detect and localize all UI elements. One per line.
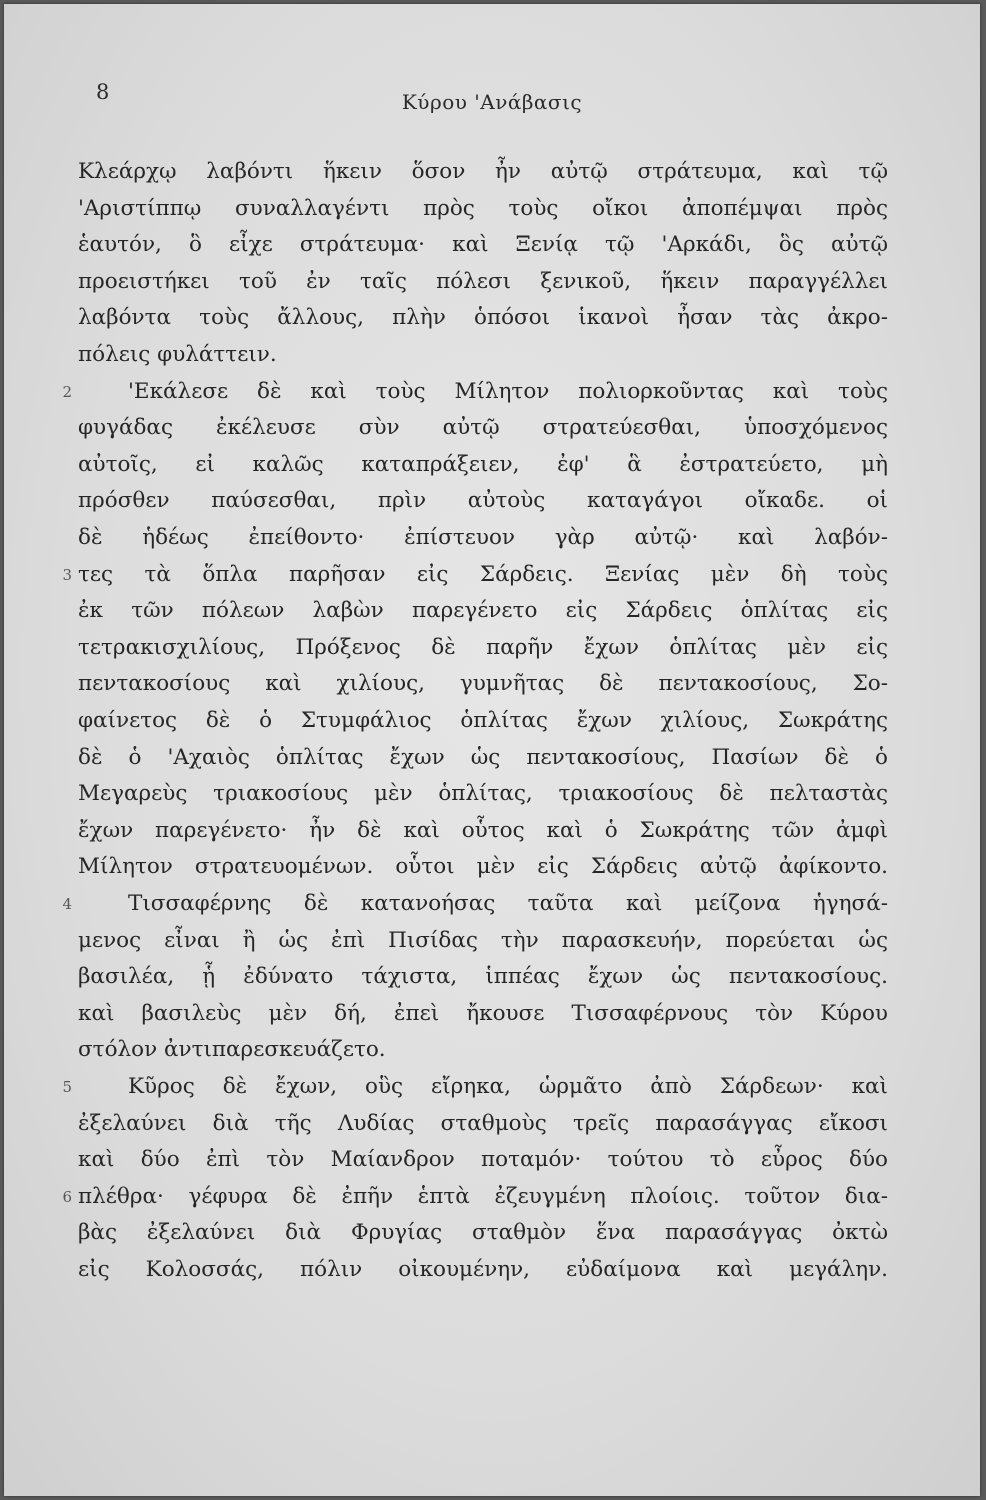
text-line: δὲ ὁ 'Αχαιὸς ὁπλίτας ἔχων ὡς πεντακοσίους, Πασίων δὲ ὁ [78,744,888,770]
text-line: λαβόντα τοὺς ἄλλους, πλὴν ὁπόσοι ἱκανοὶ ἦσαν τὰς ἀκρο- [78,305,888,331]
text-line: πεντακοσίους καὶ χιλίους, γυμνῆτας δὲ πεντακοσίους, Σο- [78,671,888,697]
text-line: ἑαυτόν, ὃ εἶχε στράτευμα· καὶ Ξενίᾳ τῷ 'Αρκάδι, ὃς αὐτῷ [78,232,888,258]
text-line: τες τὰ ὅπλα παρῆσαν εἰς Σάρδεις. Ξενίας μὲν δὴ τοὺς [78,561,888,587]
text-line: φυγάδας ἐκέλευσε σὺν αὐτῷ στρατεύεσθαι, ὑποσχόμενος [78,415,888,441]
text-line: τετρακισχιλίους, Πρόξενος δὲ παρῆν ἔχων ὁπλίτας μὲν εἰς [78,634,888,660]
text-line: στόλον ἀντιπαρεσκευάζετο. [78,1037,386,1063]
text-line: ἐκ τῶν πόλεων λαβὼν παρεγένετο εἰς Σάρδεις ὁπλίτας εἰς [78,598,888,624]
text-line: Μίλητον στρατευομένων. οὗτοι μὲν εἰς Σάρδεις αὐτῷ ἀφίκοντο. [78,854,888,880]
text-line: φαίνετος δὲ ὁ Στυμφάλιος ὁπλίτας ἔχων χιλίους, Σωκράτης [78,708,888,733]
text-line: Κλεάρχῳ λαβόντι ἥκειν ὅσον ἦν αὐτῷ στράτευμα, καὶ τῷ [78,159,888,184]
text-line: προειστήκει τοῦ ἐν ταῖς πόλεσι ξενικοῦ, ἥκειν παραγγέλλει [78,268,888,294]
text-line: βασιλέα, ᾗ ἐδύνατο τάχιστα, ἱππέας ἔχων ὡς πεντακοσίους. [78,964,888,990]
text-line: καὶ δύο ἐπὶ τὸν Μαίανδρον ποταμόν· τούτου τὸ εὖρος δύο [78,1147,888,1173]
text-line: μενος εἶναι ἢ ὡς ἐπὶ Πισίδας τὴν παρασκευήν, πορεύεται ὡς [78,927,888,953]
text-line: ἐξελαύνει διὰ τῆς Λυδίας σταθμοὺς τρεῖς παρασάγγας εἴκοσι [78,1110,888,1136]
section-number: 6 [62,1187,72,1206]
text-line: εἰς Κολοσσάς, πόλιν οἰκουμένην, εὐδαίμονα καὶ μεγάλην. [78,1257,888,1282]
text-line: καὶ βασιλεὺς μὲν δή, ἐπεὶ ἤκουσε Τισσαφέρνους τὸν Κύρου [78,1000,888,1026]
text-line: ἔχων παρεγένετο· ἦν δὲ καὶ οὗτος καὶ ὁ Σωκράτης τῶν ἀμφὶ [78,817,888,843]
page-number: 8 [96,80,110,104]
section-number: 3 [62,565,72,584]
text-line: πρόσθεν παύσεσθαι, πρὶν αὐτοὺς καταγάγοι οἴκαδε. οἱ [78,488,888,514]
section-number: 5 [62,1078,72,1096]
text-line: Κῦρος δὲ ἔχων, οὓς εἴρηκα, ὡρμᾶτο ἀπὸ Σάρδεων· καὶ [128,1074,888,1099]
text-line: 'Εκάλεσε δὲ καὶ τοὺς Μίλητον πολιορκοῦντας καὶ τοὺς [128,378,888,404]
section-number: 4 [62,895,72,913]
running-title: Κύρου 'Ανάβασις [401,90,583,114]
text-line: αὐτοῖς, εἰ καλῶς καταπράξειεν, ἐφ' ἃ ἐστρατεύετο, μὴ [78,451,888,477]
text-line: βὰς ἐξελαύνει διὰ Φρυγίας σταθμὸν ἕνα παρασάγγας ὀκτὼ [78,1220,888,1246]
text-line: Τισσαφέρνης δὲ κατανοήσας ταῦτα καὶ μείζονα ἡγησά- [128,891,888,916]
section-number: 2 [62,382,72,401]
text-line: δὲ ἡδέως ἐπείθοντο· ἐπίστευον γὰρ αὐτῷ· καὶ λαβόν- [78,525,888,550]
text-line: πλέθρα· γέφυρα δὲ ἐπῆν ἑπτὰ ἐζευγμένη πλοίοις. τοῦτον δια- [78,1183,888,1209]
text-line: 'Αριστίππῳ συναλλαγέντι πρὸς τοὺς οἴκοι ἀποπέμψαι πρὸς [78,195,888,221]
book-page [4,4,980,1496]
text-line: Μεγαρεὺς τριακοσίους μὲν ὁπλίτας, τριακοσίους δὲ πελταστὰς [78,781,888,807]
text-line: πόλεις φυλάττειν. [78,342,277,367]
